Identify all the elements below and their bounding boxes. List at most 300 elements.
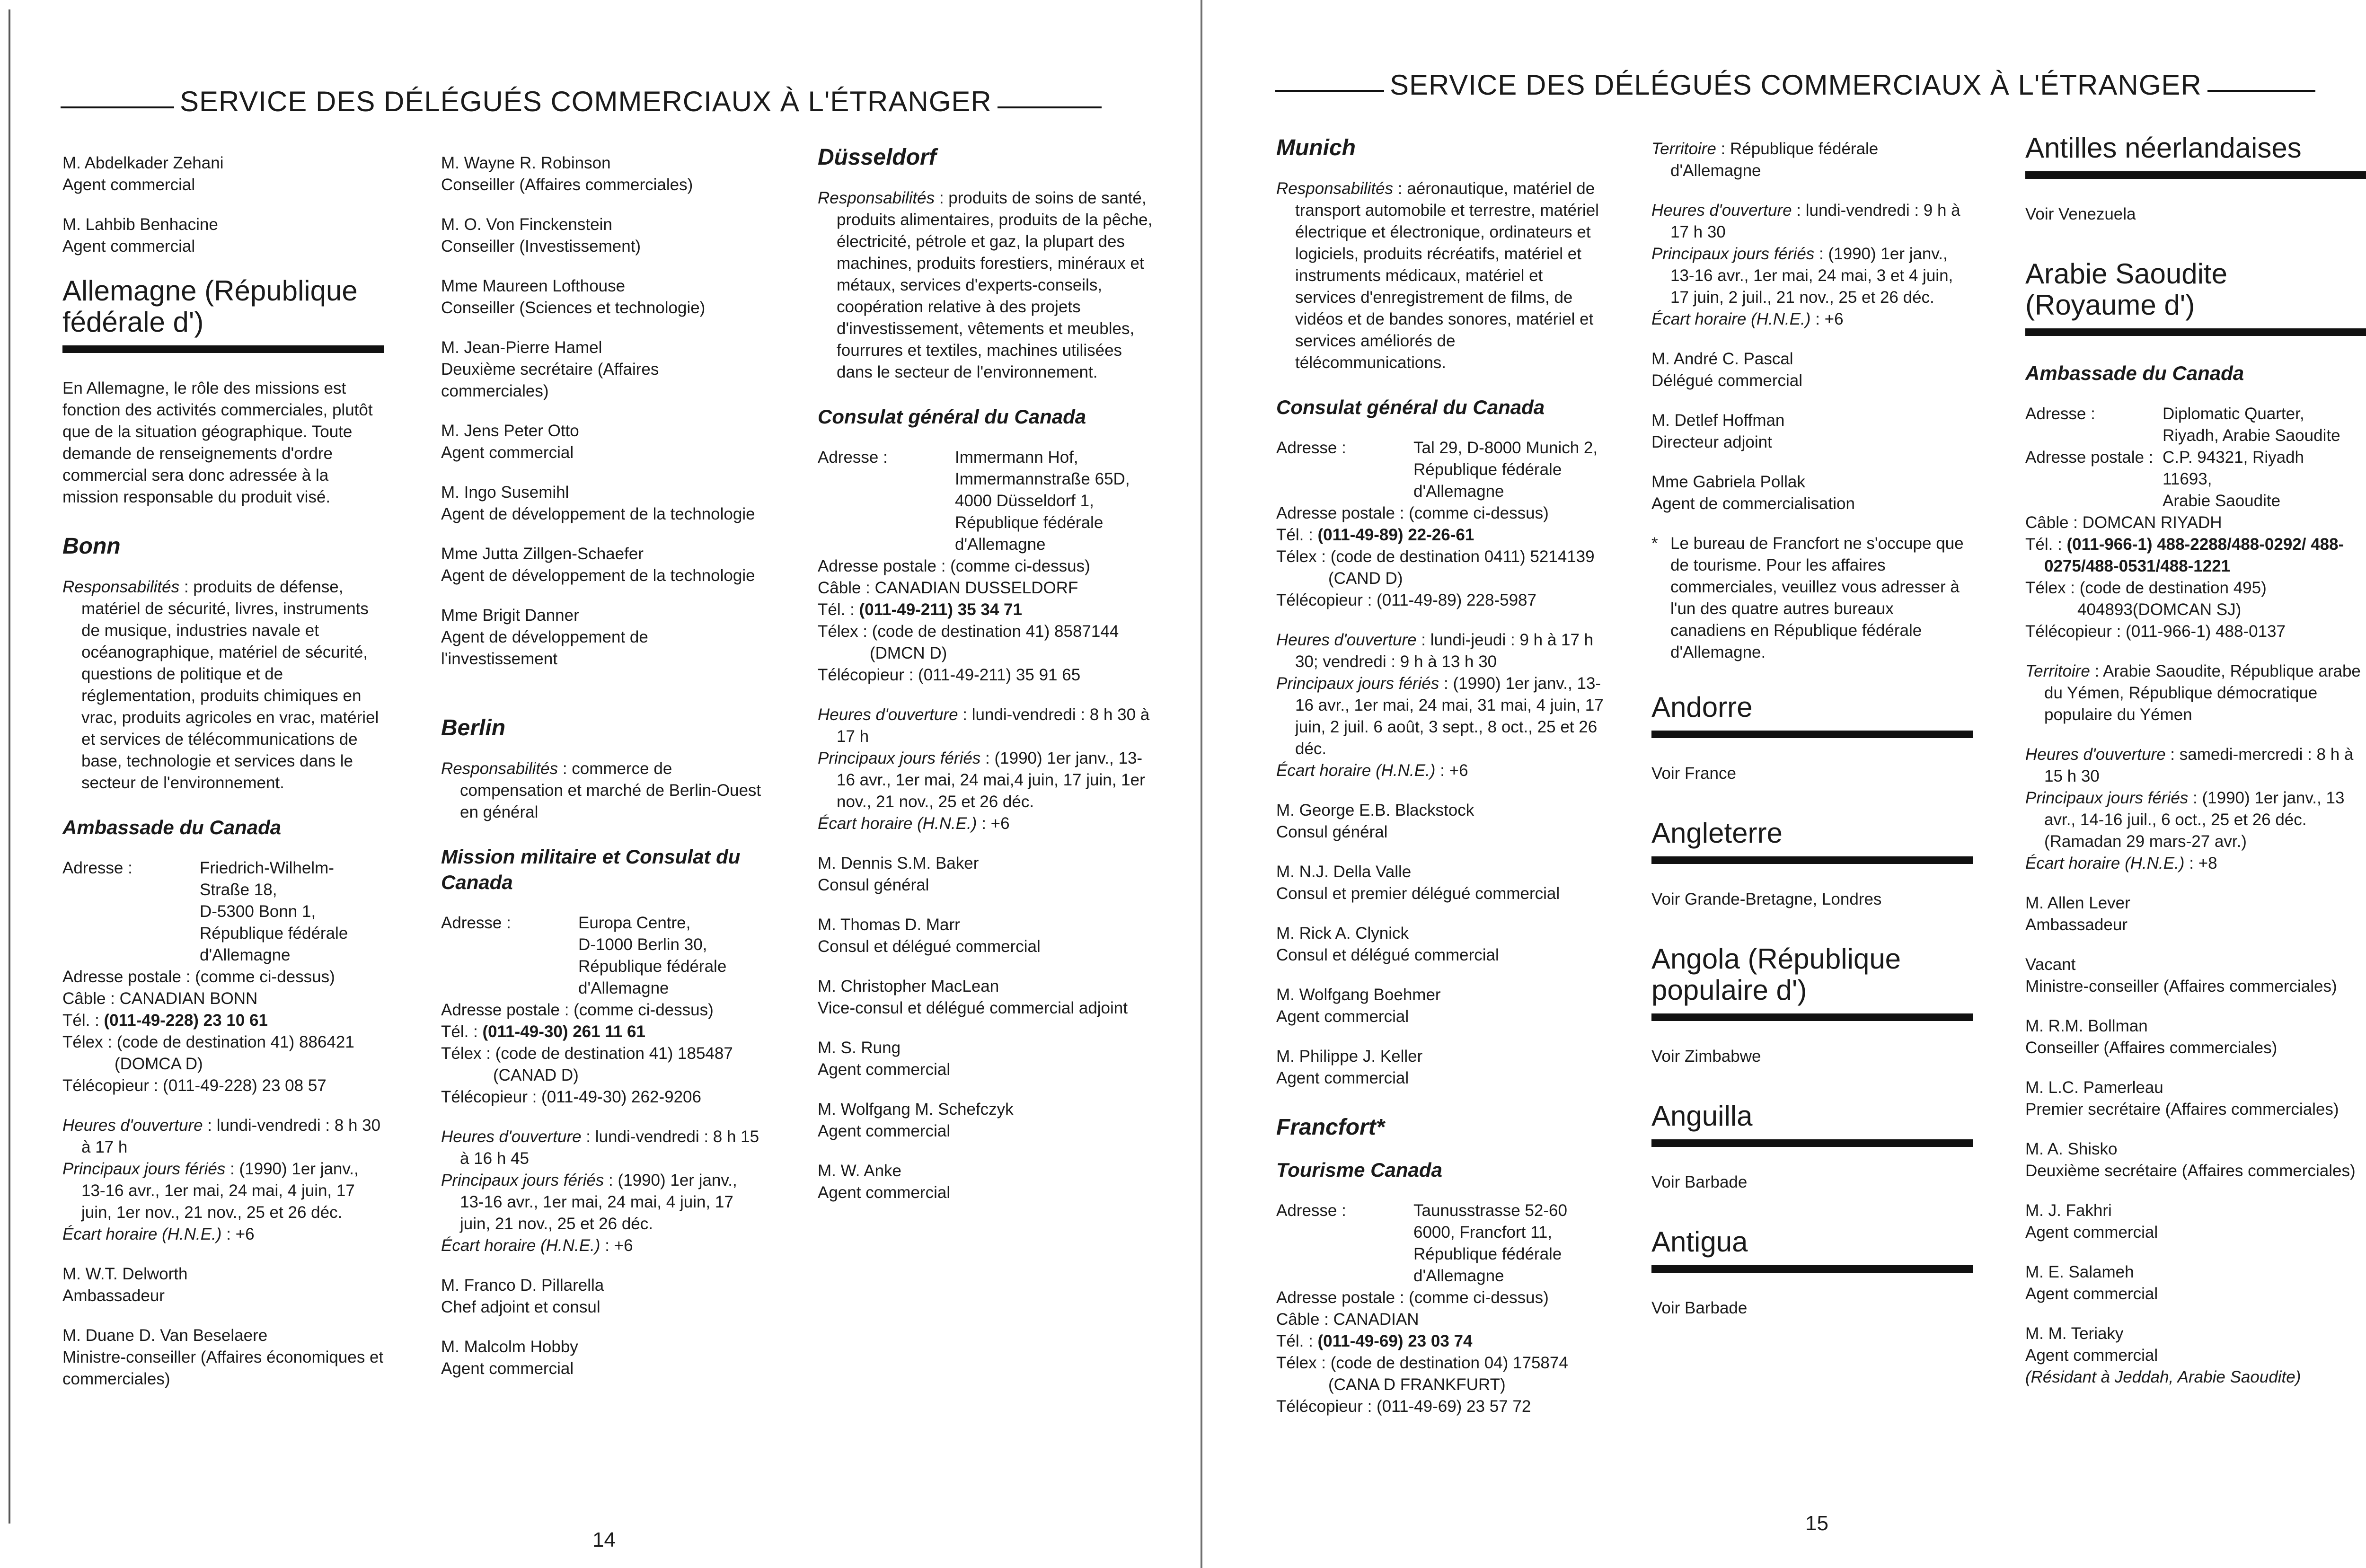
- person: [441, 543, 763, 587]
- person: [62, 1325, 384, 1390]
- person-name: M. Jean-Pierre Hamel: [441, 338, 602, 357]
- person-title: Agent commercial: [818, 1060, 951, 1079]
- hours-text: : lundi-vendredi : 8 h 15 à 16 h 45: [460, 1128, 759, 1168]
- person-title: Conseiller (Affaires commerciales): [2025, 1039, 2278, 1057]
- tel-value: (011-49-30) 261 11 61: [482, 1022, 645, 1041]
- telephone: [2025, 534, 2366, 577]
- person-name: Mme Maureen Lofthouse: [441, 277, 626, 295]
- telex-code: (CANAD D): [493, 1066, 579, 1084]
- tel-label: Tél. :: [62, 1011, 104, 1030]
- person-name: M. Wolfgang Boehmer: [1276, 986, 1441, 1004]
- tel-label: Tél. :: [818, 600, 859, 619]
- telex: Télex : (code de destination 41) 886421: [62, 1033, 354, 1051]
- cable: Câble : CANADIAN DUSSELDORF: [818, 579, 1078, 597]
- hours-text: : lundi-vendredi : 9 h à 17 h 30: [1670, 201, 1960, 241]
- person-title: Délégué commercial: [1651, 371, 1803, 390]
- holidays-label: Principaux jours fériés: [62, 1160, 226, 1178]
- address-line: D-1000 Berlin 30,: [578, 935, 707, 954]
- address-line: République fédérale: [200, 924, 348, 943]
- person-name: M. W. Anke: [818, 1162, 901, 1180]
- person: [1651, 410, 1973, 453]
- page-gutter: [1201, 0, 1202, 1568]
- person-name: M. Allen Lever: [2025, 894, 2130, 912]
- office-heading: Consulat général du Canada: [1276, 396, 1545, 418]
- hours-text: : lundi-vendredi : 8 h 30 à 17 h: [81, 1116, 381, 1156]
- header-title: SERVICE DES DÉLÉGUÉS COMMERCIAUX À L'ÉTRANGER: [1390, 69, 2202, 101]
- person-name: M. J. Fakhri: [2025, 1201, 2112, 1220]
- gap-text: : +8: [2184, 854, 2217, 872]
- address-lines: [200, 857, 348, 966]
- person-title: Consul et délégué commercial: [818, 937, 1041, 956]
- hours: [818, 704, 1158, 748]
- telex-code: 404893(DOMCAN SJ): [2077, 600, 2242, 619]
- person-title: Agent commercial: [818, 1122, 951, 1140]
- person: [2025, 1200, 2366, 1243]
- person: [62, 1263, 384, 1307]
- holidays-text: : (1990) 1er janv., 13-16 avr., 1er mai, 24 mai,4 juin, 17 juin, 1er nov., 21 nov., 25 et 26 déc.: [837, 749, 1145, 811]
- footnote-text: Le bureau de Francfort ne s'occupe que de tourisme. Pour les affaires commerciales, veuillez vous adresser à l'un des quatre autres bureaux canadiens en République fédérale d'Allemagne.: [1670, 534, 1964, 661]
- person-name: M. M. Teriaky: [2025, 1324, 2124, 1343]
- holidays: [62, 1158, 384, 1224]
- person: [1651, 471, 1973, 515]
- header-rule-left: [61, 106, 174, 108]
- schedule-block: [2025, 744, 2366, 874]
- person: [62, 152, 384, 196]
- contact-block: [62, 857, 384, 1097]
- person: [2025, 954, 2366, 997]
- resp-text: : commerce de compensation et marché de Berlin-Ouest en général: [460, 759, 761, 821]
- person-name: Vacant: [2025, 955, 2076, 974]
- page-header: [61, 88, 1102, 116]
- fax: Télécopieur : (011-49-30) 262-9206: [441, 1088, 701, 1106]
- person-name: M. R.M. Bollman: [2025, 1017, 2148, 1035]
- gap-label: Écart horaire (H.N.E.): [62, 1225, 222, 1243]
- person-name: M. Detlef Hoffman: [1651, 411, 1785, 430]
- person-name: Mme Jutta Zillgen-Schaefer: [441, 545, 644, 563]
- address-line: Tal 29, D-8000 Munich 2,: [1413, 439, 1598, 457]
- person-title: Agent de développement de la technologie: [441, 566, 755, 585]
- tel-value: (011-49-69) 23 03 74: [1317, 1332, 1473, 1350]
- gap-text: : +6: [600, 1236, 633, 1255]
- hours-text: : lundi-jeudi : 9 h à 17 h 30; vendredi : 9 h à 13 h 30: [1295, 631, 1594, 671]
- column-1: [1276, 128, 1607, 1436]
- person: [818, 914, 1158, 958]
- telephone: [62, 1010, 384, 1031]
- address-line: République fédérale: [578, 957, 727, 976]
- address-lines: [1413, 437, 1598, 502]
- telephone: [818, 599, 1158, 621]
- country-heading: Angola (République populaire d'): [1651, 943, 1973, 1021]
- person-name: M. Lahbib Benhacine: [62, 215, 218, 234]
- person-title: Ambassadeur: [2025, 916, 2128, 934]
- holidays: [1276, 673, 1607, 760]
- holidays: [1651, 243, 1973, 308]
- address-line: Friedrich-Wilhelm-: [200, 859, 334, 877]
- city-heading: Düsseldorf: [818, 145, 936, 170]
- header-rule-right: [998, 106, 1102, 108]
- holidays: [2025, 787, 2366, 853]
- office-heading: Mission militaire et Consulat du Canada: [441, 846, 741, 893]
- gap-label: Écart horaire (H.N.E.): [2025, 854, 2185, 872]
- hours: [2025, 744, 2366, 787]
- gap-text: : +6: [1435, 761, 1468, 780]
- person: [1276, 800, 1607, 843]
- person: [2025, 892, 2366, 936]
- address-label: Adresse :: [818, 448, 888, 467]
- person-title: Agent commercial: [2025, 1346, 2158, 1365]
- person: [818, 1099, 1158, 1142]
- hours-label: Heures d'ouverture: [441, 1128, 582, 1146]
- fax: Télécopieur : (011-49-89) 228-5987: [1276, 591, 1536, 609]
- see-reference: Voir France: [1651, 764, 1736, 783]
- person-title: Ministre-conseiller (Affaires commerciales): [2025, 977, 2337, 995]
- holidays-label: Principaux jours fériés: [1651, 245, 1815, 263]
- time-gap: [441, 1235, 763, 1257]
- address-label: Adresse :: [1276, 1201, 1346, 1220]
- hours: [441, 1126, 763, 1170]
- holidays-text: : (1990) 1er janv., 13 avr., 14-16 juil., 6 oct., 25 et 26 déc. (Ramadan 29 mars-27 avr.): [2044, 789, 2345, 851]
- person: [818, 1037, 1158, 1081]
- hours-label: Heures d'ouverture: [1276, 631, 1417, 649]
- territory-text: : République fédérale d'Allemagne: [1670, 140, 1879, 180]
- address-line: d'Allemagne: [1413, 482, 1504, 501]
- holidays: [441, 1170, 763, 1235]
- tel-label: Tél. :: [1276, 1332, 1318, 1350]
- postal-address: [2025, 447, 2366, 512]
- fax: Télécopieur : (011-49-211) 35 91 65: [818, 666, 1081, 684]
- person-title: Consul général: [1276, 823, 1388, 841]
- person: [2025, 1077, 2366, 1120]
- country-heading: Andorre: [1651, 692, 1973, 738]
- address-line: Straße 18,: [200, 881, 277, 899]
- column-2: [441, 152, 763, 1398]
- holidays-text: : (1990) 1er janv., 13-16 avr., 1er mai, 24 mai, 4 juin, 17 juin, 21 nov., 25 et 26 déc.: [460, 1171, 737, 1233]
- person-name: M. O. Von Finckenstein: [441, 215, 612, 234]
- person: [818, 976, 1158, 1019]
- person-title: Agent de développement de la technologie: [441, 505, 755, 523]
- postal-address: Adresse postale : (comme ci-dessus): [62, 968, 335, 986]
- telex-code: (CAND D): [1328, 569, 1403, 588]
- hours-label: Heures d'ouverture: [2025, 745, 2166, 764]
- telex: Télex : (code de destination 41) 8587144: [818, 622, 1119, 641]
- address-lines: [955, 447, 1130, 555]
- person-name: M. Wayne R. Robinson: [441, 154, 611, 172]
- country-heading: Antilles néerlandaises: [2025, 132, 2366, 179]
- person-title: Consul et délégué commercial: [1276, 946, 1499, 964]
- person-name: M. E. Salameh: [2025, 1263, 2134, 1281]
- resp-label: Responsabilités: [1276, 179, 1394, 198]
- holidays: [818, 748, 1158, 813]
- person-name: M. Franco D. Pillarella: [441, 1276, 604, 1295]
- schedule-block: [441, 1126, 763, 1257]
- contact-block: [1276, 1200, 1607, 1418]
- person: [818, 1160, 1158, 1204]
- address-line: République fédérale: [1413, 460, 1562, 479]
- person: [441, 214, 763, 257]
- postal-line: 11693,: [2163, 470, 2212, 488]
- fax: Télécopieur : (011-966-1) 488-0137: [2025, 622, 2286, 641]
- see-reference: Voir Barbade: [1651, 1299, 1748, 1317]
- address-line: d'Allemagne: [578, 979, 669, 997]
- person-title: Ambassadeur: [62, 1286, 165, 1305]
- address-line: Taunusstrasse 52-60: [1413, 1201, 1567, 1220]
- gap-label: Écart horaire (H.N.E.): [1276, 761, 1436, 780]
- postal-line: Arabie Saoudite: [2163, 492, 2281, 510]
- address: [62, 857, 384, 966]
- gap-text: : +6: [1810, 310, 1844, 328]
- address-line: Europa Centre,: [578, 914, 691, 932]
- address-label: Adresse :: [441, 914, 511, 932]
- page-number: 14: [592, 1528, 616, 1551]
- person: [441, 1275, 763, 1318]
- contact-block: [441, 912, 763, 1108]
- schedule-block: [1651, 200, 1973, 330]
- office-heading: Ambassade du Canada: [2025, 362, 2244, 384]
- resp-text: : produits de défense, matériel de sécurité, livres, instruments de musique, industries navale et océanographique, matériel de sécurité, questions de politique et de réglementation, produits chimiques en vrac, produits agricoles en vrac, matériel et services de télécommunications de base, technologie et services dans le secteur de l'environnement.: [81, 578, 379, 792]
- person-name: M. Jens Peter Otto: [441, 422, 579, 440]
- person-name: M. Duane D. Van Beselaere: [62, 1326, 268, 1345]
- person: [441, 275, 763, 319]
- contact-block: [1276, 437, 1607, 611]
- time-gap: [62, 1224, 384, 1245]
- person: [441, 605, 763, 670]
- time-gap: [818, 813, 1158, 835]
- person-name: M. N.J. Della Valle: [1276, 863, 1412, 881]
- schedule-block: [818, 704, 1158, 835]
- office-heading: Ambassade du Canada: [62, 816, 282, 838]
- person: [441, 1336, 763, 1380]
- country-heading: Allemagne (République fédérale d'): [62, 275, 384, 353]
- address-label: Adresse :: [1276, 439, 1346, 457]
- person-name: M. Philippe J. Keller: [1276, 1047, 1423, 1066]
- telephone: [1276, 1330, 1607, 1352]
- person-title: Vice-consul et délégué commercial adjoint: [818, 999, 1128, 1017]
- page-header: [1275, 71, 2315, 99]
- telex: Télex : (code de destination 495): [2025, 579, 2267, 597]
- postal-address: Adresse postale : (comme ci-dessus): [441, 1001, 714, 1019]
- person-name: Mme Gabriela Pollak: [1651, 473, 1805, 491]
- holidays-text: : (1990) 1er janv., 13-16 avr., 1er mai, 24 mai, 31 mai, 4 juin, 17 juin, 2 juil. 6 août, 3 sept., 8 oct., 25 et 26 déc.: [1295, 674, 1604, 758]
- person: [2025, 1323, 2366, 1388]
- tel-value: (011-49-228) 23 10 61: [104, 1011, 268, 1030]
- territory-text: : Arabie Saoudite, République arabe du Yémen, République démocratique populaire du Yémen: [2044, 662, 2361, 724]
- person-name: M. W.T. Delworth: [62, 1265, 188, 1283]
- contact-block: [2025, 403, 2366, 643]
- city-heading: Munich: [1276, 135, 1356, 160]
- address-line: Immermann Hof,: [955, 448, 1078, 467]
- address: [441, 912, 763, 999]
- person: [818, 853, 1158, 896]
- cable: Câble : CANADIAN BONN: [62, 989, 258, 1008]
- person-name: M. A. Shisko: [2025, 1140, 2118, 1158]
- time-gap: [1276, 760, 1607, 782]
- telex: Télex : (code de destination 04) 175874: [1276, 1354, 1568, 1372]
- postal-address: Adresse postale : (comme ci-dessus): [1276, 1288, 1549, 1307]
- responsibilities: [818, 187, 1158, 383]
- city-heading: Francfort*: [1276, 1115, 1385, 1140]
- person-name: M. Thomas D. Marr: [818, 916, 960, 934]
- territory-label: Territoire: [2025, 662, 2090, 680]
- holidays-text: : (1990) 1er janv., 13-16 avr., 1er mai, 24 mai, 4 juin, 17 juin, 1er nov., 21 nov., 25 et 26 déc.: [81, 1160, 359, 1222]
- schedule-block: [1276, 629, 1607, 782]
- address: [1276, 437, 1607, 502]
- address-line: Immermannstraße 65D,: [955, 470, 1130, 488]
- column-1: [62, 152, 384, 1408]
- person-title: Conseiller (Affaires commerciales): [441, 176, 693, 194]
- resp-label: Responsabilités: [441, 759, 558, 778]
- person: [1276, 923, 1607, 966]
- tel-value: (011-49-89) 22-26-61: [1317, 526, 1474, 544]
- office-heading: Tourisme Canada: [1276, 1159, 1442, 1181]
- responsibilities: [62, 576, 384, 794]
- person: [2025, 1261, 2366, 1305]
- tel-value: (011-49-211) 35 34 71: [859, 600, 1022, 619]
- person: [441, 152, 763, 196]
- time-gap: [2025, 853, 2366, 874]
- cable: Câble : DOMCAN RIYADH: [2025, 513, 2222, 532]
- person: [1651, 348, 1973, 392]
- address-lines: [1413, 1200, 1567, 1287]
- person-name: M. Wolfgang M. Schefczyk: [818, 1100, 1014, 1119]
- tel-label: Tél. :: [2025, 535, 2067, 554]
- schedule-block: [62, 1115, 384, 1245]
- gap-text: : +6: [977, 814, 1010, 833]
- tel-label: Tél. :: [441, 1022, 483, 1041]
- hours-text: : lundi-vendredi : 8 h 30 à 17 h: [837, 705, 1150, 746]
- resp-text: : aéronautique, matériel de transport automobile et terrestre, matériel électrique et électronique, ordinateurs et logiciels, produits récréatifs, matériel et instruments médicaux, matériel et services d'enregistrement de films, de vidéos et de bandes sonores, matériel et services améliorés de télécommunications.: [1295, 179, 1599, 372]
- person-name: M. Malcolm Hobby: [441, 1338, 578, 1356]
- see-reference: Voir Grande-Bretagne, Londres: [1651, 890, 1882, 908]
- person: [441, 337, 763, 402]
- address-line: d'Allemagne: [200, 946, 291, 964]
- person-title: Premier secrétaire (Affaires commerciales): [2025, 1100, 2339, 1119]
- telex-code: (CANA D FRANKFURT): [1328, 1375, 1506, 1394]
- person-name: M. Ingo Susemihl: [441, 483, 569, 502]
- person-title: Chef adjoint et consul: [441, 1298, 600, 1316]
- footnote: [1651, 533, 1973, 663]
- telephone: [1276, 524, 1607, 546]
- gap-label: Écart horaire (H.N.E.): [441, 1236, 600, 1255]
- see-reference: Voir Zimbabwe: [1651, 1047, 1761, 1066]
- office-heading: Consulat général du Canada: [818, 405, 1086, 428]
- person: [2025, 1138, 2366, 1182]
- see-reference: Voir Barbade: [1651, 1173, 1748, 1191]
- person-name: M. André C. Pascal: [1651, 350, 1793, 368]
- person-name: Mme Brigit Danner: [441, 606, 579, 625]
- person-title: Agent commercial: [818, 1183, 951, 1202]
- tel-label: Tél. :: [1276, 526, 1318, 544]
- person-title: Agent commercial: [62, 176, 195, 194]
- country-heading: Arabie Saoudite (Royaume d'): [2025, 258, 2366, 336]
- address-line: d'Allemagne: [955, 535, 1046, 554]
- person-name: M. Christopher MacLean: [818, 977, 999, 995]
- hours-text: : samedi-mercredi : 8 h à 15 h 30: [2044, 745, 2354, 785]
- person-title: Agent commercial: [2025, 1223, 2158, 1242]
- person-title: Ministre-conseiller (Affaires économiques et commerciales): [62, 1348, 384, 1388]
- hours: [62, 1115, 384, 1158]
- see-reference: Voir Venezuela: [2025, 205, 2136, 223]
- city-heading: Bonn: [62, 534, 121, 559]
- page-number: 15: [1805, 1512, 1828, 1535]
- address-label: Adresse :: [62, 859, 132, 877]
- address-lines: [2163, 403, 2340, 447]
- person-name: M. Abdelkader Zehani: [62, 154, 224, 172]
- country-heading: Antigua: [1651, 1226, 1973, 1273]
- address-line: d'Allemagne: [1413, 1267, 1504, 1285]
- telephone: [441, 1021, 763, 1043]
- postal-address: Adresse postale : (comme ci-dessus): [818, 557, 1090, 575]
- person: [1276, 861, 1607, 905]
- person-title: Agent commercial: [1276, 1069, 1409, 1087]
- telex-code: (DOMCA D): [115, 1055, 203, 1073]
- header-title: SERVICE DES DÉLÉGUÉS COMMERCIAUX À L'ÉTRANGER: [180, 86, 992, 117]
- footnote-marker: *: [1651, 534, 1658, 553]
- person-title: Agent commercial: [441, 1359, 574, 1378]
- person-title: Consul et premier délégué commercial: [1276, 884, 1560, 903]
- fax: Télécopieur : (011-49-228) 23 08 57: [62, 1076, 327, 1095]
- address-line: 4000 Düsseldorf 1,: [955, 492, 1094, 510]
- address-line: Diplomatic Quarter,: [2163, 405, 2304, 423]
- address-line: République fédérale: [1413, 1245, 1562, 1263]
- telex: Télex : (code de destination 0411) 5214139: [1276, 547, 1595, 566]
- person: [1276, 1046, 1607, 1089]
- person-title: Conseiller (Sciences et technologie): [441, 299, 706, 317]
- address-line: République fédérale: [955, 513, 1104, 532]
- time-gap: [1651, 308, 1973, 330]
- person-title: Deuxième secrétaire (Affaires commerciales): [441, 360, 659, 400]
- person-title: Directeur adjoint: [1651, 433, 1772, 451]
- territory-label: Territoire: [1651, 140, 1716, 158]
- person-name: M. L.C. Pamerleau: [2025, 1078, 2163, 1097]
- person-title: Agent commercial: [62, 237, 195, 255]
- address: [2025, 403, 2366, 447]
- person: [441, 420, 763, 464]
- person-title: Deuxième secrétaire (Affaires commerciales): [2025, 1162, 2356, 1180]
- gap-label: Écart horaire (H.N.E.): [818, 814, 977, 833]
- header-rule-right: [2207, 90, 2315, 92]
- address-line: D-5300 Bonn 1,: [200, 902, 316, 921]
- postal-line: C.P. 94321, Riyadh: [2163, 448, 2304, 467]
- intro-paragraph: En Allemagne, le rôle des missions est fonction des activités commerciales, plutôt que de la situation géographique. Toute demande de renseignements d'ordre commercial sera donc adressée à la mission responsable du produit visé.: [62, 379, 373, 506]
- person-name: M. S. Rung: [818, 1039, 901, 1057]
- page-edge-line: [9, 9, 10, 1524]
- telex-code: (DMCN D): [870, 644, 947, 662]
- hours-label: Heures d'ouverture: [1651, 201, 1792, 220]
- column-3: [818, 137, 1158, 1222]
- person: [441, 482, 763, 525]
- address-line: 6000, Francfort 11,: [1413, 1223, 1553, 1242]
- address: [818, 447, 1158, 555]
- responsibilities: [441, 758, 763, 823]
- hours: [1651, 200, 1973, 243]
- hours-label: Heures d'ouverture: [818, 705, 958, 724]
- resp-label: Responsabilités: [818, 189, 935, 207]
- tel-value: (011-966-1) 488-2288/488-0292/ 488-0275/488-0531/488-1221: [2044, 535, 2344, 575]
- person: [2025, 1015, 2366, 1059]
- person: [62, 214, 384, 257]
- person-title: Agent commercial: [441, 443, 574, 462]
- header-rule-left: [1275, 90, 1384, 92]
- address-line: Riyadh, Arabie Saoudite: [2163, 426, 2340, 445]
- person-title: Agent commercial: [1276, 1007, 1409, 1026]
- resp-label: Responsabilités: [62, 578, 180, 596]
- cable: Câble : CANADIAN: [1276, 1310, 1419, 1329]
- fax: Télécopieur : (011-49-69) 23 57 72: [1276, 1397, 1531, 1416]
- person-title: Agent commercial: [2025, 1285, 2158, 1303]
- column-2: [1651, 138, 1973, 1352]
- territory: [2025, 661, 2366, 726]
- address-label: Adresse :: [2025, 405, 2095, 423]
